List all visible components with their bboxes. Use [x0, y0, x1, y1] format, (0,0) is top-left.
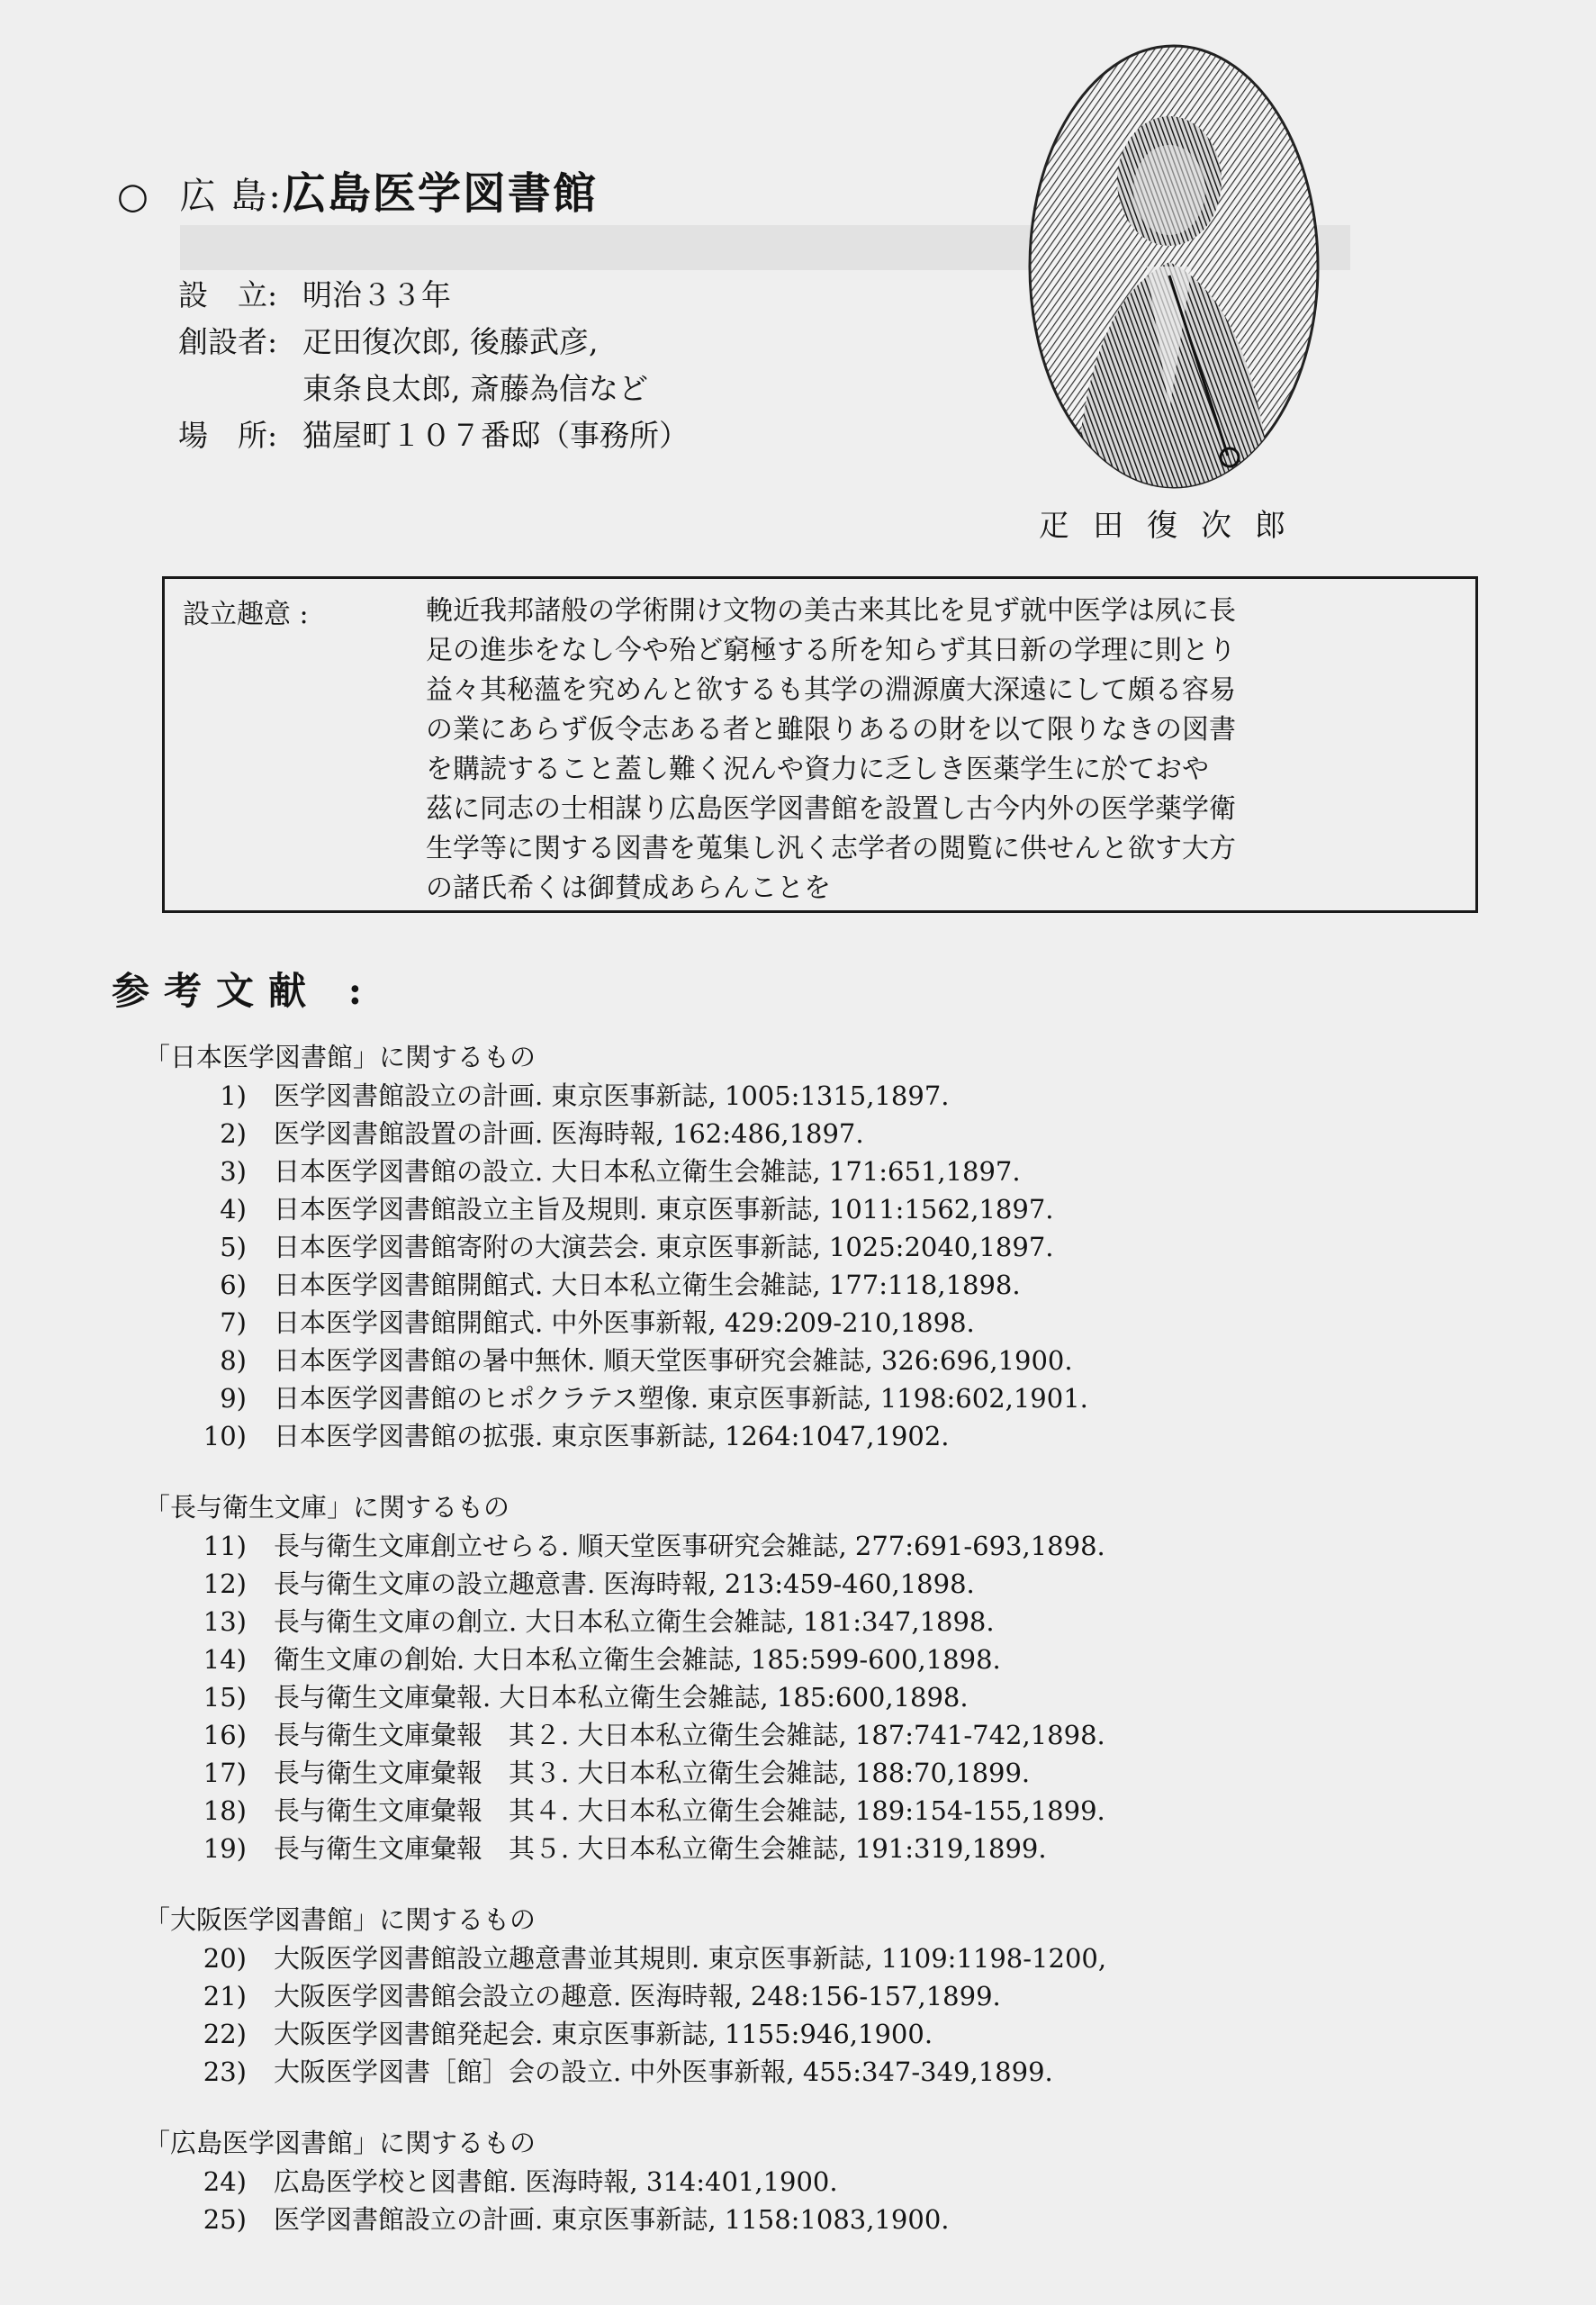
- reference-text: 医学図書館設立の計画. 東京医事新誌, 1158:1083,1900.: [274, 2204, 950, 2235]
- reference-entry: [144, 1603, 1106, 1641]
- reference-entry: [144, 1266, 1106, 1304]
- reference-number: 7): [220, 1307, 247, 1338]
- reference-text: 衛生文庫の創始. 大日本私立衛生会雑誌, 185:599-600,1898.: [274, 1644, 1001, 1675]
- reference-group: [144, 1900, 1106, 2091]
- reference-number: 9): [220, 1383, 247, 1414]
- reference-number: 11): [203, 1531, 247, 1561]
- info-value: 東条良太郎, 斎藤為信など: [302, 371, 648, 406]
- reference-number: 25): [203, 2204, 247, 2235]
- reference-text: 長与衛生文庫彙報 其３. 大日本私立衛生会雑誌, 188:70,1899.: [274, 1758, 1031, 1788]
- reference-group-heading: 「長与衛生文庫」に関するもの: [144, 1492, 510, 1523]
- heading-place: 広 島:: [179, 176, 283, 217]
- purpose-label: 設立趣意 :: [183, 599, 309, 630]
- reference-number: 10): [203, 1421, 247, 1451]
- reference-entry: [144, 1792, 1106, 1830]
- info-label: 場 所:: [178, 418, 278, 453]
- info-row: [178, 366, 689, 412]
- reference-text: 日本医学図書館開館式. 大日本私立衛生会雑誌, 177:118,1898.: [274, 1270, 1021, 1300]
- reference-text: 長与衛生文庫彙報 其２. 大日本私立衛生会雑誌, 187:741-742,1898.: [274, 1720, 1105, 1750]
- purpose-line: を購読すること蓋し難く況んや資力に乏しき医薬学生に於ておや: [426, 754, 1209, 785]
- reference-entry: [144, 2015, 1106, 2053]
- purpose-line: の業にあらず仮令志ある者と雖限りあるの財を以て限りなきの図書: [426, 714, 1236, 746]
- info-label: 創設者:: [178, 324, 278, 359]
- purpose-line: 生学等に関する図書を蒐集し汎く志学者の閲覧に供せんと欲す大方: [426, 833, 1236, 864]
- heading-marker: ○: [117, 176, 150, 217]
- reference-text: 日本医学図書館寄附の大演芸会. 東京医事新誌, 1025:2040,1897.: [274, 1232, 1054, 1262]
- reference-text: 日本医学図書館の暑中無休. 順天堂医事研究会雑誌, 326:696,1900.: [274, 1345, 1073, 1376]
- reference-text: 長与衛生文庫彙報 其４. 大日本私立衛生会雑誌, 189:154-155,1899.: [274, 1795, 1105, 1826]
- reference-entry: [144, 1417, 1106, 1455]
- reference-entry: [144, 1190, 1106, 1228]
- purpose-line: 益々其秘薀を究めんと欲するも其学の淵源廣大深遠にして頗る容易: [426, 674, 1236, 706]
- reference-entry: [144, 1228, 1106, 1266]
- reference-text: 大阪医学図書館会設立の趣意. 医海時報, 248:156-157,1899.: [274, 1981, 1001, 2011]
- reference-text: 大阪医学図書館設立趣意書並其規則. 東京医事新誌, 1109:1198-1200,: [274, 1943, 1107, 1974]
- purpose-line: 茲に同志の士相謀り広島医学図書館を設置し古今内外の医学薬学衛: [426, 793, 1236, 825]
- reference-entry: [144, 1754, 1106, 1792]
- heading-library: 広島医学図書館: [282, 168, 598, 219]
- info-value: 猫屋町１０７番邸（事務所）: [302, 418, 689, 453]
- info-label: 設 立:: [178, 277, 278, 312]
- library-info: [178, 272, 689, 459]
- reference-text: 大阪医学図書［館］会の設立. 中外医事新報, 455:347-349,1899.: [274, 2056, 1053, 2087]
- reference-number: 22): [203, 2019, 247, 2049]
- purpose-line: の諸氏希くは御賛成あらんことを: [426, 872, 831, 904]
- reference-text: 日本医学図書館の設立. 大日本私立衛生会雑誌, 171:651,1897.: [274, 1156, 1021, 1187]
- reference-text: 長与衛生文庫彙報. 大日本私立衛生会雑誌, 185:600,1898.: [274, 1682, 969, 1713]
- reference-text: 日本医学図書館の拡張. 東京医事新誌, 1264:1047,1902.: [274, 1421, 950, 1451]
- reference-entry: [144, 1565, 1106, 1603]
- reference-number: 3): [220, 1156, 247, 1187]
- reference-text: 医学図書館設置の計画. 医海時報, 162:486,1897.: [274, 1118, 864, 1149]
- reference-text: 医学図書館設立の計画. 東京医事新誌, 1005:1315,1897.: [274, 1080, 950, 1111]
- purpose-text: [426, 592, 1236, 908]
- info-row: [178, 412, 689, 459]
- reference-number: 15): [203, 1682, 247, 1713]
- reference-entry: [144, 2053, 1106, 2091]
- reference-text: 日本医学図書館設立主旨及規則. 東京医事新誌, 1011:1562,1897.: [274, 1194, 1054, 1225]
- info-row: [178, 272, 689, 319]
- reference-number: 20): [203, 1943, 247, 1974]
- reference-number: 1): [220, 1080, 247, 1111]
- page-heading: [117, 158, 598, 221]
- reference-entry: [144, 1641, 1106, 1678]
- portrait-caption: 疋田復次郎: [1039, 508, 1309, 544]
- reference-entry: [144, 1152, 1106, 1190]
- reference-entry: [144, 1678, 1106, 1716]
- reference-text: 広島医学校と図書館. 医海時報, 314:401,1900.: [274, 2166, 838, 2197]
- reference-text: 長与衛生文庫の創立. 大日本私立衛生会雑誌, 181:347,1898.: [274, 1606, 995, 1637]
- references-list: [144, 1037, 1106, 2271]
- purpose-line: 輓近我邦諸般の学術開け文物の美古来其比を見ず就中医学は夙に長: [426, 595, 1236, 627]
- reference-entry: [144, 1379, 1106, 1417]
- reference-number: 14): [203, 1644, 247, 1675]
- reference-group: [144, 1037, 1106, 1455]
- reference-entry: [144, 1830, 1106, 1867]
- reference-text: 大阪医学図書館発起会. 東京医事新誌, 1155:946,1900.: [274, 2019, 933, 2049]
- reference-text: 長与衛生文庫の設立趣意書. 医海時報, 213:459-460,1898.: [274, 1568, 975, 1599]
- reference-group-heading: 「大阪医学図書館」に関するもの: [144, 1904, 537, 1935]
- reference-group-heading: 「広島医学図書館」に関するもの: [144, 2128, 537, 2158]
- references-title: 参考文献 :: [112, 969, 377, 1013]
- reference-text: 長与衛生文庫創立せらる. 順天堂医事研究会雑誌, 277:691-693,1898.: [274, 1531, 1105, 1561]
- reference-number: 2): [220, 1118, 247, 1149]
- reference-number: 4): [220, 1194, 247, 1225]
- reference-text: 長与衛生文庫彙報 其５. 大日本私立衛生会雑誌, 191:319,1899.: [274, 1833, 1047, 1864]
- reference-number: 5): [220, 1232, 247, 1262]
- reference-number: 21): [203, 1981, 247, 2011]
- reference-group: [144, 2123, 1106, 2238]
- reference-group-heading: 「日本医学図書館」に関するもの: [144, 1042, 537, 1072]
- info-row: [178, 319, 689, 366]
- reference-group: [144, 1487, 1106, 1867]
- reference-number: 17): [203, 1758, 247, 1788]
- reference-number: 6): [220, 1270, 247, 1300]
- reference-entry: [144, 1716, 1106, 1754]
- reference-number: 8): [220, 1345, 247, 1376]
- reference-number: 12): [203, 1568, 247, 1599]
- reference-number: 23): [203, 2056, 247, 2087]
- info-value: 疋田復次郎, 後藤武彦,: [302, 324, 599, 359]
- reference-number: 13): [203, 1606, 247, 1637]
- reference-entry: [144, 1077, 1106, 1115]
- reference-entry: [144, 1342, 1106, 1379]
- reference-entry: [144, 1115, 1106, 1152]
- purpose-box: [162, 576, 1478, 913]
- reference-number: 16): [203, 1720, 247, 1750]
- reference-entry: [144, 2201, 1106, 2238]
- reference-entry: [144, 2163, 1106, 2201]
- reference-entry: [144, 1977, 1106, 2015]
- reference-text: 日本医学図書館開館式. 中外医事新報, 429:209-210,1898.: [274, 1307, 975, 1338]
- reference-entry: [144, 1304, 1106, 1342]
- reference-entry: [144, 1939, 1106, 1977]
- reference-text: 日本医学図書館のヒポクラテス塑像. 東京医事新誌, 1198:602,1901.: [274, 1383, 1088, 1414]
- portrait-engraving: [1021, 32, 1327, 501]
- reference-number: 19): [203, 1833, 247, 1864]
- reference-number: 24): [203, 2166, 247, 2197]
- info-value: 明治３３年: [302, 277, 451, 312]
- purpose-line: 足の進歩をなし今や殆ど窮極する所を知らず其日新の学理に則とり: [426, 635, 1236, 666]
- reference-number: 18): [203, 1795, 247, 1826]
- reference-entry: [144, 1527, 1106, 1565]
